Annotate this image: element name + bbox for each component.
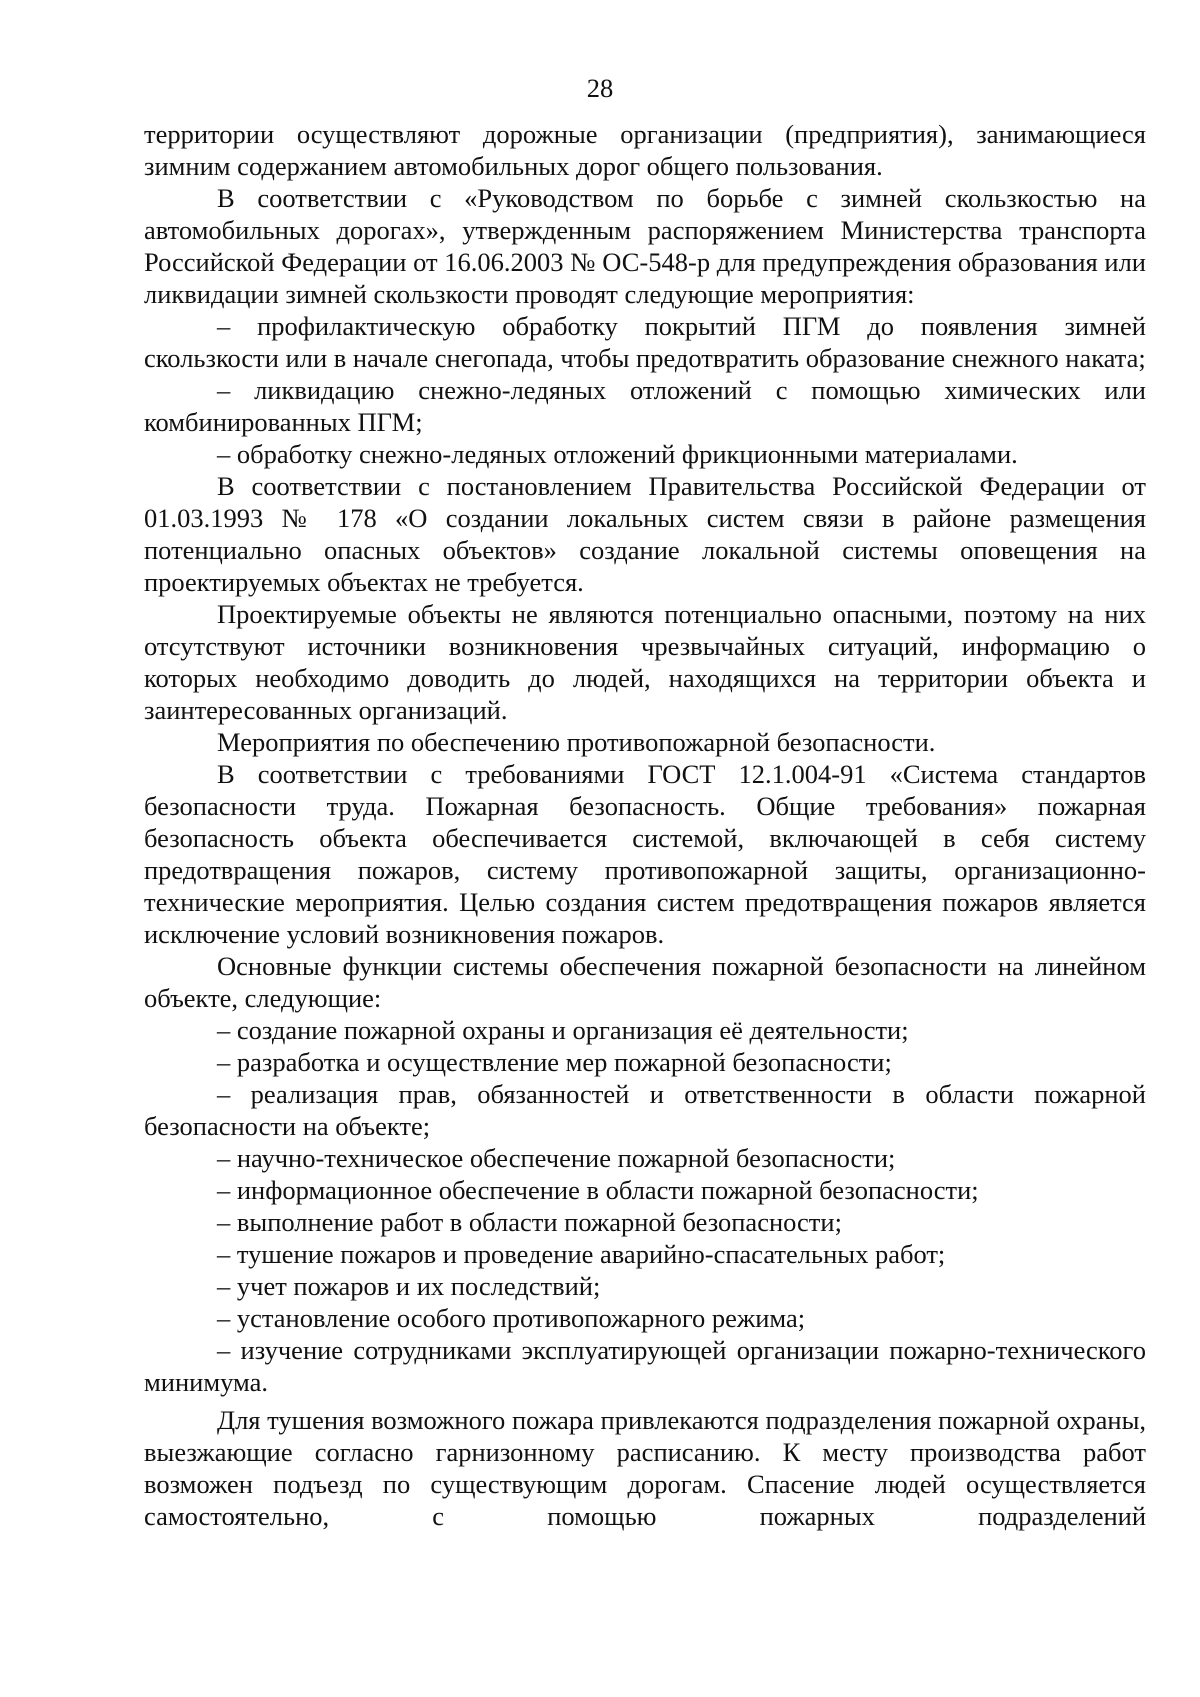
list-item-ice-removal: – ликвидацию снежно-ледяных отложений с помощью химических или комбинированных ПГМ; (144, 375, 1146, 437)
list-item-fire-brigade: – создание пожарной охраны и организация её деятельности; (217, 1015, 909, 1045)
paragraph-not-hazardous: Проектируемые объекты не являются потенциально опасными, поэтому на них отсутствуют источники возникновения чрезвычайных ситуаций, информацию о которых необходимо доводить до людей, находящихся на территории объекта и заинтересованных организаций. (144, 599, 1146, 725)
paragraph-fire-response: Для тушения возможного пожара привлекаются подразделения пожарной охраны, выезжающие согласно гарнизонному расписанию. К месту производства работ возможен подъезд по существующим дорогам. Спасение людей осуществляется самостоятельно, с помощью пожарных подразделений (144, 1405, 1146, 1531)
list-item-safety-measures: – разработка и осуществление мер пожарной безопасности; (217, 1047, 892, 1077)
paragraph-continuation: территории осуществляют дорожные организации (предприятия), занимающиеся зимним содержанием автомобильных дорог общего пользования. (144, 119, 1146, 181)
list-item-preventive-treatment: – профилактическую обработку покрытий ПГМ до появления зимней скользкости или в начале снегопада, чтобы предотвратить образование снежного наката; (144, 311, 1146, 373)
paragraph-government-resolution: В соответствии с постановлением Правительства Российской Федерации от 01.03.1993 № 178 «О создании локальных систем связи в районе размещения потенциально опасных объектов» создание локальной системы оповещения на проектируемых объектах не требуется. (144, 471, 1146, 597)
paragraph-fire-safety-heading: Мероприятия по обеспечению противопожарной безопасности. (217, 727, 936, 757)
list-item-friction-materials: – обработку снежно-ледяных отложений фрикционными материалами. (217, 439, 1018, 469)
document-body (144, 118, 1146, 1532)
paragraph-main-functions: Основные функции системы обеспечения пожарной безопасности на линейном объекте, следующие: (144, 951, 1146, 1013)
list-item-staff-training: – изучение сотрудниками эксплуатирующей организации пожарно-технического минимума. (144, 1335, 1146, 1397)
paragraph-winter-slipperiness-guidance: В соответствии с «Руководством по борьбе с зимней скользкостью на автомобильных дорогах», утвержденным распоряжением Министерства транспорта Российской Федерации от 16.06.2003 № ОС-548-р для предупреждения образования или ликвидации зимней скользкости проводят следующие мероприятия: (144, 183, 1146, 309)
list-item-scientific-support: – научно-техническое обеспечение пожарной безопасности; (217, 1143, 896, 1173)
list-item-works: – выполнение работ в области пожарной безопасности; (217, 1207, 842, 1237)
page-number: 28 (586, 73, 614, 103)
paragraph-gost-requirements: В соответствии с требованиями ГОСТ 12.1.004-91 «Система стандартов безопасности труда. Пожарная безопасность. Общие требования» пожарная безопасность объекта обеспечивается системой, включающей в себя систему предотвращения пожаров, систему противопожарной защиты, организационно-технические мероприятия. Целью создания систем предотвращения пожаров является исключение условий возникновения пожаров. (144, 759, 1146, 949)
list-item-rights-duties: – реализация прав, обязанностей и ответственности в области пожарной безопасности на объекте; (144, 1079, 1146, 1141)
list-item-fire-records: – учет пожаров и их последствий; (217, 1271, 601, 1301)
list-item-information-support: – информационное обеспечение в области пожарной безопасности; (217, 1175, 979, 1205)
list-item-special-regime: – установление особого противопожарного режима; (217, 1303, 806, 1333)
list-item-firefighting: – тушение пожаров и проведение аварийно-спасательных работ; (217, 1239, 946, 1269)
